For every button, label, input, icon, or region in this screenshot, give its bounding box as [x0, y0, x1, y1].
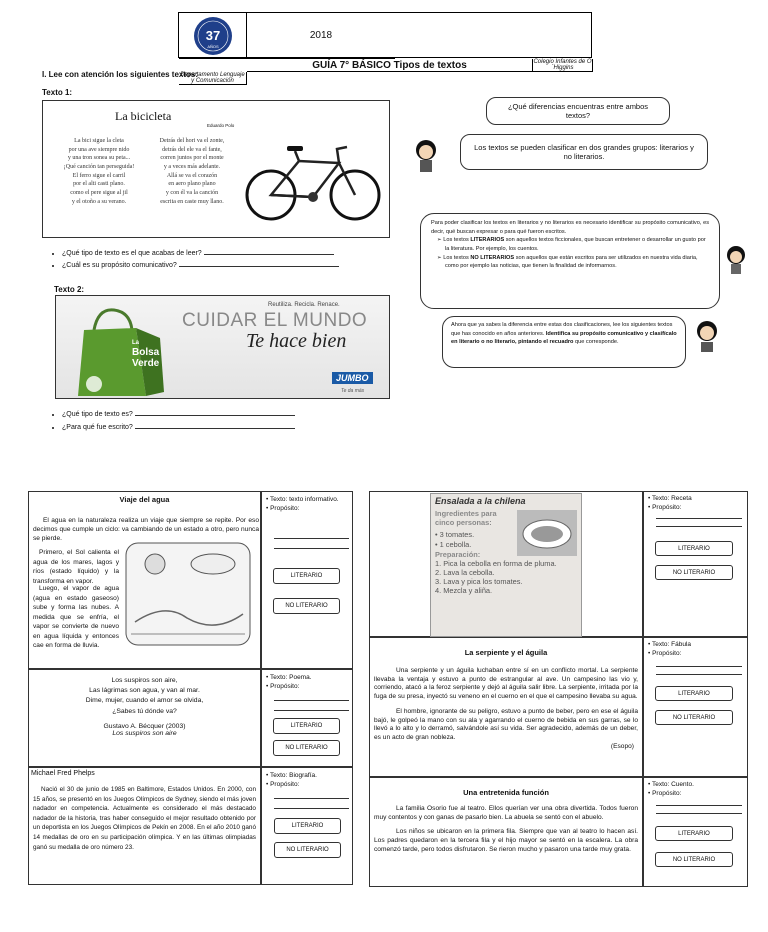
poem-line: como el pere sigue al jil: [70, 190, 128, 197]
guide-title: GUÍA 7° BÁSICO Tipos de textos: [247, 59, 533, 72]
q1-item: • ¿Cuál es su propósito comunicativo?: [62, 260, 339, 272]
poem-line: La bici sigue la cleta: [74, 138, 124, 144]
school-name: Colegio Infantes de O´Higgins: [533, 59, 592, 71]
q1-list: [62, 248, 339, 272]
school-logo: [179, 13, 247, 59]
phelps-prop: • Propósito:: [266, 781, 300, 789]
bicycle-icon: [243, 137, 383, 225]
instruction-bubble: Ahora que ya sabes la diferencia entre estas dos clasificaciones, lee los siguientes textos que has conocido en años anteriores. Identifica su propósito comunicativo y clasifícalo en literario o no literario, pintando el recuadro que corresponde.: [442, 316, 686, 368]
fabula-prop: • Propósito:: [648, 650, 682, 658]
phelps-text: Nació el 30 de junio de 1985 en Baltimore, Estados Unidos. En 2000, con 15 años, se presentó en los Juegos Olímpicos de Sydney, siendo el más joven nadador en competencia. Actualmente es considerado el más destacado nadador de la historia, tras haber conseguido el mejor resultado obtenido por un deportista en los Juegos Olímpicos de Pekín en 2008. En el año 2010 ganó 14 medallas de oro en su participación olímpica. Y en las últimas olimpiadas ganó su medalla de oro número 23.: [33, 786, 256, 851]
agua-p3: Luego, el vapor de agua (agua en estado gaseoso) sube y forma las nubes. A medida que se enfría, el vapor se convierte de nuevo en agua líquida y entonces cae en forma de lluvia.: [33, 585, 119, 650]
mafalda-icon: [412, 138, 440, 172]
poem-line: escrita en caste muy llano.: [160, 198, 224, 205]
agua-cell: [28, 491, 261, 669]
phelps-type: • Texto: Biografía.: [266, 772, 317, 779]
receta-prop: • Propósito:: [648, 504, 682, 512]
suspiros-cell: [28, 669, 261, 767]
suspiros-no-literario-box[interactable]: NO LITERARIO: [273, 740, 340, 756]
q2-list: [62, 409, 295, 434]
funcion-title: Una entretenida función: [463, 788, 549, 797]
suspiros-work: Los suspiros son aire: [112, 729, 177, 737]
poem-line: y el otoño a su verano.: [71, 198, 127, 205]
mafalda-icon: [694, 320, 720, 352]
recipe-step: 4. Mezcla y aliña.: [435, 586, 493, 596]
fabula-p1: Una serpiente y un águila luchaban entre sí en un conflicto mortal. La serpiente llevaba la ventaja y estuvo a punto de estrangular al ave. Un campesino las vio y, corriendo, atacó a la feroz serpiente y dejó al águila salir libre. La serpiente, irritada por la fuga de su presa, inyectó su veneno en el cuerno en el que el campesino llevaba su agua.: [374, 667, 638, 701]
bag-label: La Bolsa Verde: [132, 340, 160, 369]
fabula-literario-box[interactable]: LITERARIO: [655, 686, 733, 701]
receta-answer-cell: [643, 491, 748, 637]
poem-line: corren juntos por el monte: [160, 155, 224, 162]
funcion-cell: [369, 777, 643, 887]
funcion-no-literario-box[interactable]: NO LITERARIO: [655, 852, 733, 867]
phelps-title: Michael Fred Phelps: [31, 770, 95, 777]
department: Departamento Lenguaje y Comunicación: [179, 72, 247, 85]
funcion-literario-box[interactable]: LITERARIO: [655, 826, 733, 841]
poem-line: ¿Sabes tú dónde va?: [112, 707, 177, 715]
mafalda-icon: [724, 244, 748, 274]
literario-def: ➢ Los textos LITERARIOS son aquellos textos ficcionales, que buscan entretener o desarrollar un gusto por la literatura. Por ejemplo, los cuentos.: [437, 237, 706, 252]
explanation-box: [420, 213, 720, 309]
poem-line: El ferro sigue el carril: [72, 172, 126, 179]
fabula-no-literario-box[interactable]: NO LITERARIO: [655, 710, 733, 725]
answer-bubble: Los textos se pueden clasificar en dos grandes grupos: literarios y no literarios.: [460, 134, 708, 170]
fabula-cell: [369, 637, 643, 777]
suspiros-literario-box[interactable]: LITERARIO: [273, 718, 340, 734]
ad-headline: CUIDAR EL MUNDO: [182, 310, 368, 331]
ingredient-item: • 1 cebolla.: [435, 539, 472, 549]
texto1-label: Texto 1:: [42, 88, 73, 97]
funcion-type: • Texto: Cuento.: [648, 781, 694, 788]
agua-literario-box[interactable]: LITERARIO: [273, 568, 340, 584]
ad-tagline: Reutiliza. Recicla. Renace.: [268, 302, 340, 308]
water-cycle-image: [125, 542, 251, 646]
agua-type: • Texto: texto informativo.: [266, 496, 339, 503]
agua-title: Viaje del agua: [119, 495, 170, 504]
suspiros-type: • Texto: Poema.: [266, 674, 312, 681]
recipe-step: 1. Pica la cebolla en forma de pluma.: [435, 558, 557, 568]
suspiros-prop: • Propósito:: [266, 683, 300, 691]
poem-box: [42, 100, 390, 238]
logo-number: 37: [205, 27, 220, 43]
receta-no-literario-box[interactable]: NO LITERARIO: [655, 565, 733, 580]
agua-no-literario-box[interactable]: NO LITERARIO: [273, 598, 340, 614]
poem-line: detrás del ele va el fante,: [162, 146, 222, 153]
phelps-literario-box[interactable]: LITERARIO: [274, 818, 341, 834]
agua-p1: El agua en la naturaleza realiza un viaje que siempre se repite. Por eso decimos que cumple un ciclo: va cambiando de un estado a otro, pero nunca se pierde.: [33, 517, 259, 543]
fabula-answer-cell: [643, 637, 748, 777]
poem-col-1: [49, 137, 149, 207]
poem-author: Eduardo Polo: [207, 123, 235, 128]
poem-col-2: [143, 137, 241, 207]
salad-icon: [517, 510, 577, 556]
ad-script: Te hace bien: [246, 330, 347, 352]
poem-line: y con él va la canción: [165, 190, 219, 197]
fabula-p2: El hombre, ignorante de su peligro, estuvo a punto de beber, pero en ese el águila bajó, le golpeó la mano con su ala y agarrando el cuerno de bebida en sus garras, se lo llevó a lo alto y lo derramó, salvándole así su vida. Ser agradecido, además de un deber, es un acto de gran nobleza.: [374, 707, 638, 741]
agua-prop: • Propósito:: [266, 505, 300, 513]
poem-line: en aero plano plano: [168, 181, 216, 188]
explanation-intro: Para poder clasificar los textos en literarios y no literarios es necesario identificar su propósito comunicativo, es decir, qué buscan expresar o para qué fueron escritos.: [431, 220, 709, 235]
year: 2018: [247, 13, 395, 59]
funcion-prop: • Propósito:: [648, 790, 682, 798]
poem-line: Dime, mujer, cuando el amor se olvida,: [85, 697, 204, 705]
poem-line: y a veces más adelante.: [163, 164, 221, 171]
question-bubble: ¿Qué diferencias encuentras entre ambos textos?: [486, 97, 670, 125]
recipe-image: Ensalada a la chilena Ingredientes para cinco personas: • 3 tomates. • 1 cebolla. Preparación: 1. Pica la cebolla en forma de pluma. 2. Lava la cebolla. 3. Lava y pica los tomates. 4. Mezcla y aliña.: [430, 493, 582, 637]
poem-line: por una ave siempre nido: [68, 146, 130, 153]
recipe-step: 2. Lava la cebolla.: [435, 567, 495, 577]
ingredient-item: • 3 tomates.: [435, 529, 475, 539]
poem-line: Detrás del hori va el zonte,: [159, 138, 225, 144]
ad-banner: [55, 295, 390, 399]
phelps-cell: [28, 767, 261, 885]
header-table: [178, 12, 592, 84]
poem-line: ¡Qué canción tan perseguida!: [63, 164, 135, 171]
receta-type: • Texto: Receta: [648, 495, 692, 502]
suspiros-poem: [29, 676, 260, 717]
fabula-title: La serpiente y el águila: [464, 648, 548, 657]
texto2-label: Texto 2:: [54, 285, 85, 294]
section-heading: I. Lee con atención los siguientes textos:: [42, 70, 199, 79]
phelps-no-literario-box[interactable]: NO LITERARIO: [274, 842, 341, 858]
poem-title: La bicicleta: [115, 109, 172, 123]
poem-line: Los suspiros son aire,: [111, 677, 178, 684]
fabula-type: • Texto: Fábula: [648, 641, 691, 648]
q1-item: • ¿Qué tipo de texto es el que acabas de leer?: [62, 248, 339, 260]
suspiros-author: Gustavo A. Bécquer (2003): [103, 722, 186, 730]
poem-line: Las lágrimas son agua, y van al mar.: [89, 687, 200, 695]
poem-line: y una tron sonea su peta...: [67, 155, 131, 162]
funcion-p1: La familia Osorio fue al teatro. Ellos querían ver una obra divertida. Todos fueron muy contentos y con ganas de pasarlo bien. La abuela se sentó con el abuelo.: [374, 805, 638, 821]
recipe-step: 3. Lava y pica los tomates.: [435, 577, 523, 587]
funcion-p2: Los niños se ubicaron en la primera fila. Siempre que van al teatro lo hacen así. Los padres quedaron en la tercera fila y el hijo mayor se sentó en la escalera. La obra comenzó tarde, pero todos disfrutaron. Se rieron mucho y pasaron una tarde muy grata.: [374, 828, 638, 853]
q2-item: • ¿Para qué fue escrito?: [62, 422, 295, 435]
receta-cell: [369, 491, 643, 637]
jumbo-logo: JUMBO: [332, 372, 373, 384]
fabula-author: (Esopo): [610, 742, 634, 750]
jumbo-sub: Te da más: [341, 388, 365, 394]
no-literario-def: ➢ Los textos NO LITERARIOS son aquellos que están escritos para ser utilizados en nuestra vida diaria, como por ejemplo las noticias, que tienen la finalidad de informarnos.: [437, 254, 698, 270]
logo-sub: AÑOS: [206, 43, 219, 49]
poem-line: por el alti casti plano.: [73, 181, 125, 188]
poem-line: Allá se va el corazón: [166, 172, 218, 179]
q2-item: • ¿Qué tipo de texto es?: [62, 409, 295, 422]
agua-p2: Primero, el Sol calienta el agua de los mares, lagos y ríos (estado líquido) y la transforma en vapor.: [33, 549, 119, 585]
receta-literario-box[interactable]: LITERARIO: [655, 541, 733, 556]
